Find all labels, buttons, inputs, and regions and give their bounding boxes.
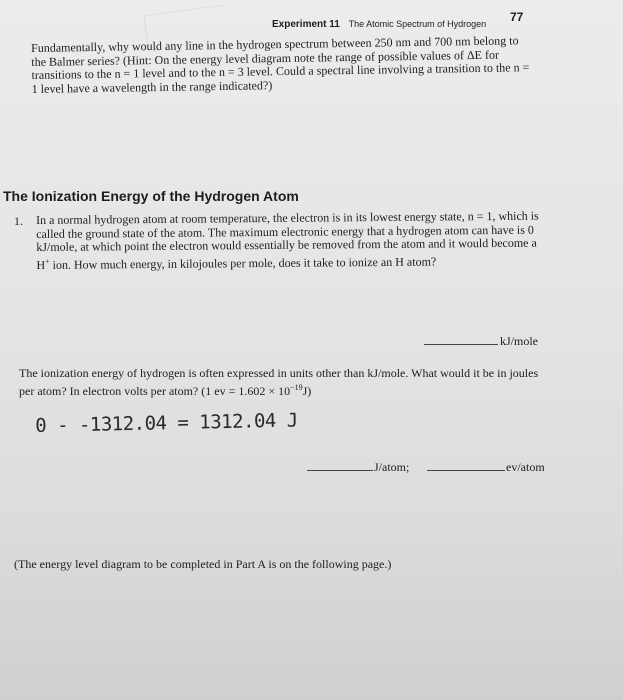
joules-answer-line[interactable] — [307, 458, 373, 471]
ev-answer-line[interactable] — [427, 458, 505, 471]
joules-unit: J/atom; — [374, 460, 410, 474]
ev-unit: ev/atom — [506, 460, 545, 474]
units-question — [19, 367, 549, 398]
experiment-label: Experiment 11 — [272, 19, 340, 30]
experiment-title: The Atomic Spectrum of Hydrogen — [348, 19, 487, 29]
balmer-question: Fundamentally, why would any line in the hydrogen spectrum between 250 nm and 700 nm belong to the Balmer series? (Hint: On the energy level diagram note the range of possible values of ΔE for transitions to the n = 1 level and to the n = 3 level. Could a spectral line involving a transition to the n = 1 level have a wavelength in the range indicated?) — [30, 33, 530, 96]
ion-charge-superscript: + — [45, 256, 50, 266]
ionization-question — [36, 210, 542, 272]
exponent-superscript: −19 — [290, 382, 303, 392]
kj-mole-unit: kJ/mole — [500, 334, 538, 348]
page-number: 77 — [510, 10, 524, 24]
handwritten-answer: 0 - -1312.04 = 1312.04 J — [35, 409, 298, 437]
running-header — [272, 19, 486, 30]
section-heading: The Ionization Energy of the Hydrogen Atom — [3, 188, 299, 204]
ionization-question-text: In a normal hydrogen atom at room temperature, the electron is in its lowest energy state, n = 1, which is called the ground state of the atom. The maximum electronic energy that a hydrogen atom can have is 0 kJ/mole, at which point the electron would essentially be removed from the atom and it would become a H — [35, 208, 539, 272]
ionization-question-end: ion. How much energy, in kilojoules per mole, does it take to ionize an H atom? — [49, 254, 437, 272]
units-question-end: J) — [302, 383, 312, 398]
units-question-text: The ionization energy of hydrogen is often expressed in units other than kJ/mole. What would it be in joules per atom? In electron volts per atom? (1 ev = 1.602 × 10 — [19, 366, 539, 398]
question-number: 1. — [14, 214, 23, 228]
footnote: (The energy level diagram to be completed in Part A is on the following page.) — [14, 557, 392, 571]
kj-mole-answer-line[interactable] — [424, 332, 498, 345]
